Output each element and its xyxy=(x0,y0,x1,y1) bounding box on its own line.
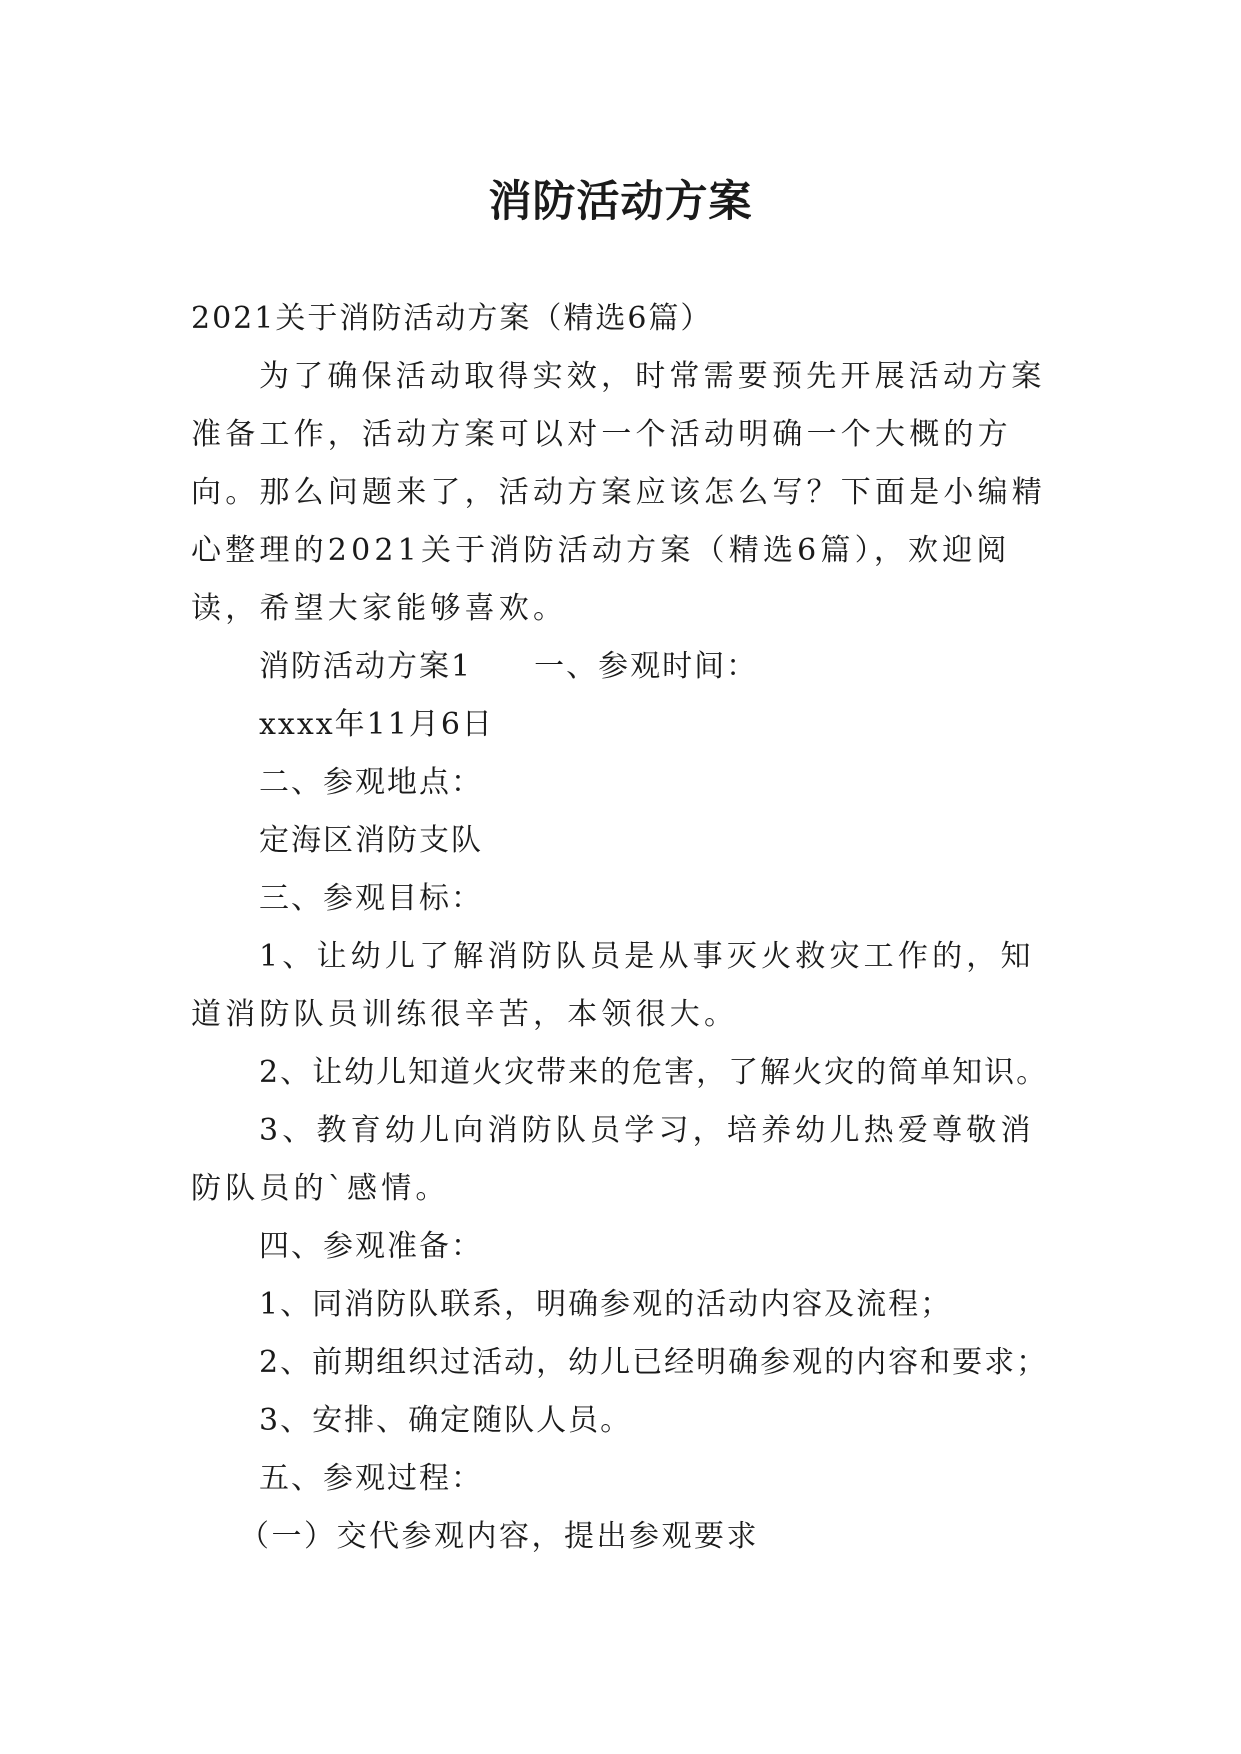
prep-item-2: 2、前期组织过活动，幼儿已经明确参观的内容和要求； xyxy=(259,1345,1049,1380)
visit-place: 定海区消防支队 xyxy=(259,823,483,858)
heading-visit-process: 五、参观过程： xyxy=(259,1461,483,1496)
visit-date: xxxx年11月6日 xyxy=(259,707,494,742)
prep-item-3: 3、安排、确定随队人员。 xyxy=(259,1403,633,1438)
heading-visit-prep: 四、参观准备： xyxy=(259,1229,483,1264)
intro-paragraph: 为了确保活动取得实效，时常需要预先开展活动方案准备工作，活动方案可以对一个活动明确一个大概的方向。那么问题来了，活动方案应该怎么写？下面是小编精心整理的2021关于消防活动方案（精选6篇），欢迎阅读，希望大家能够喜欢。 xyxy=(191,359,1046,626)
goal-item-1: 1、让幼儿了解消防队员是从事灭火救灾工作的，知道消防队员训练很辛苦，本领很大。 xyxy=(191,939,1035,1032)
goal-item-3: 3、教育幼儿向消防队员学习，培养幼儿热爱尊敬消防队员的`感情。 xyxy=(191,1113,1035,1206)
heading-visit-time: 一、参观时间： xyxy=(534,649,759,684)
document-body xyxy=(191,290,1061,1566)
goal-item-2: 2、让幼儿知道火灾带来的危害，了解火灾的简单知识。 xyxy=(259,1055,1049,1090)
heading-visit-place: 二、参观地点： xyxy=(259,765,483,800)
document-title: 消防活动方案 xyxy=(488,176,753,227)
process-item-1: （一）交代参观内容，提出参观要求 xyxy=(239,1519,759,1554)
heading-visit-goal: 三、参观目标： xyxy=(259,881,483,916)
prep-item-1: 1、同消防队联系，明确参观的活动内容及流程； xyxy=(259,1287,953,1322)
document-subtitle: 2021关于消防活动方案（精选6篇） xyxy=(191,301,713,336)
section-label: 消防活动方案1 xyxy=(259,649,473,684)
section-heading-line xyxy=(191,638,1061,696)
